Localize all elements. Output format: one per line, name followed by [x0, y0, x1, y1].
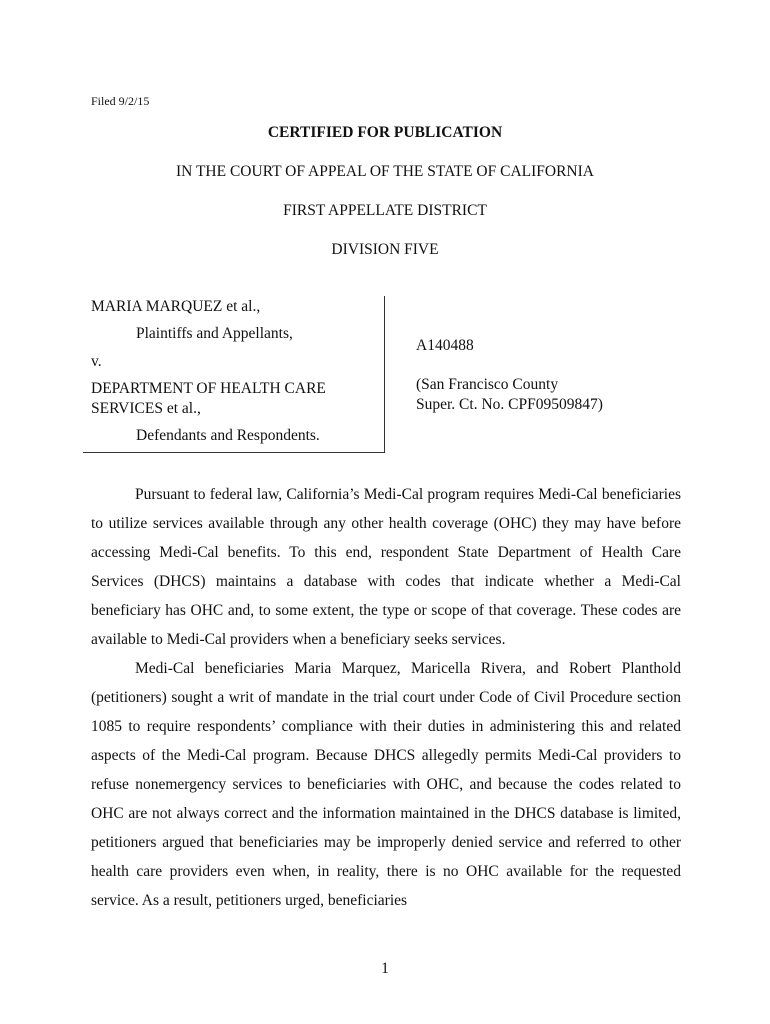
- court-division: DIVISION FIVE: [331, 241, 439, 258]
- page-number: 1: [381, 960, 389, 977]
- county-label: (San Francisco County: [416, 376, 559, 393]
- plaintiffs-role: Plaintiffs and Appellants,: [136, 325, 293, 342]
- superior-court-number: Super. Ct. No. CPF09509847): [416, 396, 603, 413]
- plaintiffs-name: MARIA MARQUEZ et al.,: [91, 298, 261, 315]
- versus-label: v.: [91, 353, 102, 370]
- paragraph-2: Medi-Cal beneficiaries Maria Marquez, Maricella Rivera, and Robert Planthold (petitioners) sought a writ of mandate in the trial court under Code of Civil Procedure section 1085 to require respondents’ compliance with their duties in administering this and related aspects of the Medi-Cal program. Because DHCS allegedly permits Medi-Cal providers to refuse nonemergency services to beneficiaries with OHC, and because the codes related to OHC are not always correct and the information maintained in the DHCS database is limited, petitioners argued that beneficiaries may be improperly denied service and referred to other health care providers even when, in reality, there is no OHC available for the requested service. As a result, petitioners urged, beneficiaries: [91, 660, 681, 909]
- publication-title: CERTIFIED FOR PUBLICATION: [267, 124, 503, 141]
- court-name: IN THE COURT OF APPEAL OF THE STATE OF CALIFORNIA: [176, 163, 594, 180]
- case-caption-parties: [83, 296, 385, 453]
- defendants-role: Defendants and Respondents.: [136, 427, 320, 444]
- case-number: A140488: [416, 337, 474, 354]
- appellate-district: FIRST APPELLATE DISTRICT: [283, 202, 487, 219]
- paragraph-1: Pursuant to federal law, California’s Medi-Cal program requires Medi-Cal beneficiaries to utilize services available through any other health coverage (OHC) they may have before accessing Medi-Cal benefits. To this end, respondent State Department of Health Care Services (DHCS) maintains a database with codes that indicate whether a Medi-Cal beneficiary has OHC and, to some extent, the type or scope of that coverage. These codes are available to Medi-Cal providers when a beneficiary seeks services.: [91, 486, 681, 648]
- opinion-body: [91, 480, 681, 915]
- defendants-name-line1: DEPARTMENT OF HEALTH CARE: [91, 380, 326, 397]
- filed-date: Filed 9/2/15: [91, 94, 150, 108]
- defendants-name-line2: SERVICES et al.,: [91, 400, 201, 417]
